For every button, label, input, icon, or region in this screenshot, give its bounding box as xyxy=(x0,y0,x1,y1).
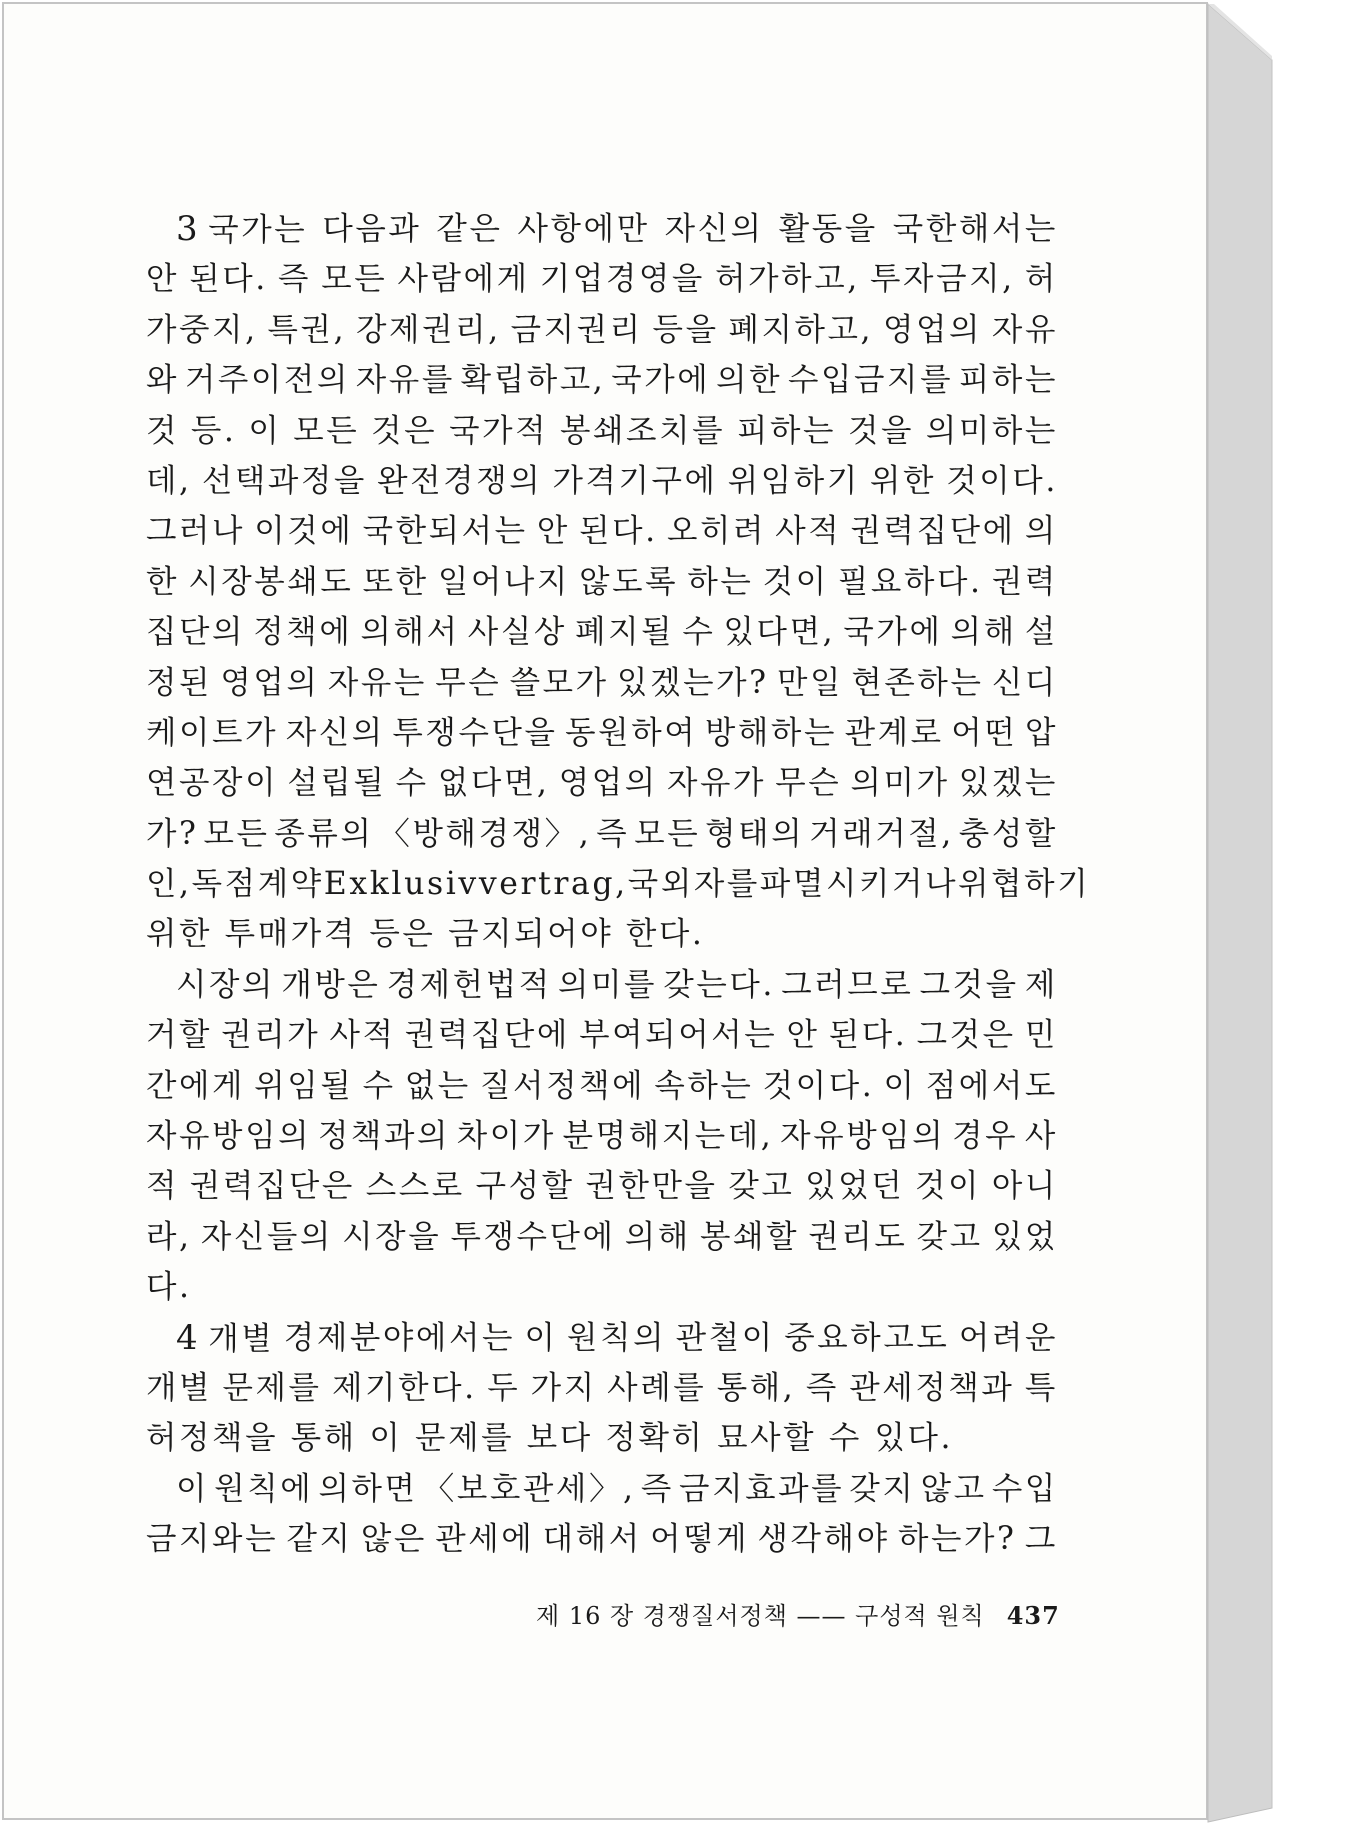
line-word: 영업의 xyxy=(558,765,658,802)
line-word: 자유를 xyxy=(355,362,455,399)
line-word: 투쟁수단에 xyxy=(450,1218,616,1255)
line-word: 사적 xyxy=(329,1017,396,1054)
line-word: 4 개별 xyxy=(176,1317,275,1358)
line-word: 자유방임의 xyxy=(146,1118,312,1155)
text-line xyxy=(146,456,1058,506)
line-word: 간에게 xyxy=(146,1067,246,1104)
line-word: 있겠는 xyxy=(958,765,1058,802)
line-word: 거래거절, xyxy=(809,815,954,852)
line-word: 정된 xyxy=(146,664,213,701)
line-word: 두 xyxy=(487,1369,521,1406)
line-word: 어려운 xyxy=(958,1319,1058,1356)
text-line xyxy=(146,607,1058,657)
line-word: 하는 xyxy=(687,563,754,600)
line-word: 특 xyxy=(1024,1369,1058,1406)
line-word: 사실상 xyxy=(467,614,567,651)
line-word: 투자금지, xyxy=(870,261,1015,298)
line-word: 위한 xyxy=(870,462,937,499)
line-word: 의한 xyxy=(716,362,783,399)
line-word: 폐지하고, xyxy=(728,311,874,348)
line-word: 관철이 xyxy=(675,1319,775,1356)
line-word: 선택과정을 xyxy=(201,462,367,499)
line-word: 사례를 xyxy=(607,1369,707,1406)
line-word: 개별 xyxy=(146,1369,213,1406)
text-line xyxy=(146,658,1058,708)
line-word: 자유가 xyxy=(666,765,767,802)
line-word: 모든 xyxy=(293,412,360,449)
line-word: 사 xyxy=(1024,1118,1058,1155)
line-word: 수입금지를 xyxy=(787,362,954,399)
line-word: 부여되어서는 xyxy=(579,1017,778,1054)
line-word: 한 xyxy=(146,563,180,600)
line-word: 것을 xyxy=(847,412,914,449)
text-line xyxy=(146,1464,1058,1514)
line-word: 제 xyxy=(1024,966,1058,1003)
line-word: 자신들의 xyxy=(200,1218,333,1255)
line-word: 종류의 xyxy=(274,815,374,852)
line-word: 수 xyxy=(682,614,716,651)
text-line xyxy=(146,254,1058,304)
line-word: 위협하기 xyxy=(958,866,1091,903)
text-line xyxy=(146,1061,1058,1111)
line-word: 갖고 xyxy=(728,1168,795,1205)
line-word: 의해 xyxy=(624,1218,691,1255)
text-line xyxy=(146,960,1058,1010)
line-word: 않고 xyxy=(920,1470,987,1507)
line-word: 자신의 xyxy=(664,211,764,247)
line-word: 모든 xyxy=(634,815,701,852)
line-word: 자신의 xyxy=(285,714,385,751)
text-line xyxy=(146,1413,1058,1463)
line-word: 것이 xyxy=(915,1168,982,1205)
line-word: 제기한다. xyxy=(332,1369,477,1406)
line-word: 영업의 xyxy=(883,311,983,348)
line-word: 가중지, xyxy=(146,311,258,348)
line-word: 적 xyxy=(146,1168,180,1205)
line-word: 허 xyxy=(1024,261,1058,298)
line-word: 갖고 xyxy=(916,1218,983,1255)
line-word: 하는가? xyxy=(897,1521,1017,1558)
line-word: 투쟁수단을 xyxy=(392,714,558,751)
line-word: 자유는 xyxy=(327,664,427,701)
line-word: 오히려 xyxy=(666,513,767,550)
line-word: 민 xyxy=(1024,1017,1058,1054)
line-word: 수 xyxy=(395,765,429,802)
line-word: 그것은 xyxy=(916,1017,1016,1054)
line-word: 신디 xyxy=(991,664,1058,701)
line-word: 시장을 xyxy=(342,1218,442,1255)
line-word: 것이다. xyxy=(762,1067,875,1104)
text-line xyxy=(146,909,1058,959)
line-text: 허정책을 통해 이 문제를 보다 정확히 묘사할 수 있다. xyxy=(146,1420,954,1457)
line-word: 없는 xyxy=(404,1067,471,1104)
line-word: 등을 xyxy=(652,311,719,348)
line-word: 즉 xyxy=(640,1470,674,1507)
line-word: 차이가 xyxy=(456,1118,556,1155)
text-line xyxy=(146,1514,1058,1564)
line-word: 원칙에 xyxy=(214,1470,314,1507)
line-word: 생각해야 xyxy=(757,1521,890,1558)
line-word: 국한되서는 xyxy=(362,513,528,550)
line-word: 시장의 xyxy=(176,966,276,1003)
text-line xyxy=(146,355,1058,405)
line-word: 의해서 xyxy=(360,614,460,651)
line-text: 위한 투매가격 등은 금지되어야 한다. xyxy=(146,916,705,953)
line-word: 사람에게 xyxy=(397,261,530,298)
line-word: 피하는 xyxy=(958,362,1058,399)
text-line xyxy=(146,557,1058,607)
line-word: 의 xyxy=(1024,513,1058,550)
line-word: 피하는 xyxy=(737,412,837,449)
line-word: 경우 xyxy=(952,1118,1019,1155)
line-word: 국한해서는 xyxy=(892,211,1058,247)
running-head: 제 16 장 경쟁질서정책 —— 구성적 원칙 xyxy=(536,1602,985,1630)
page-number: 437 xyxy=(1006,1601,1060,1630)
line-word: 금지효과를 xyxy=(679,1470,845,1507)
line-word: 집단의 xyxy=(146,614,246,651)
text-line xyxy=(146,204,1058,254)
line-word: 권력집단은 xyxy=(189,1168,355,1205)
text-line xyxy=(146,708,1058,758)
line-word: 관세에 xyxy=(435,1521,535,1558)
line-word: 무슨 xyxy=(435,664,502,701)
line-word: 가지 xyxy=(530,1369,597,1406)
line-word: 이 xyxy=(883,1067,917,1104)
line-word: 것 xyxy=(146,412,180,449)
line-word: 확립하고, xyxy=(460,362,606,399)
line-word: 위임될 xyxy=(254,1067,354,1104)
line-word: 금지와는 xyxy=(146,1521,279,1558)
line-word: 구성할 xyxy=(475,1168,575,1205)
line-word: 강제권리, xyxy=(356,311,501,348)
line-word: 안 xyxy=(536,513,570,550)
line-word: 갖는다. xyxy=(663,966,776,1003)
line-word: 설 xyxy=(1024,614,1058,651)
line-word: 의해 xyxy=(950,614,1017,651)
text-line xyxy=(146,1010,1058,1060)
line-word: 모든 xyxy=(321,261,388,298)
line-word: 그러나 xyxy=(146,513,246,550)
line-word: 방해하는 xyxy=(704,714,837,751)
line-word: 있었 xyxy=(991,1218,1058,1255)
line-word: 아니 xyxy=(991,1168,1058,1205)
line-word: 된다. xyxy=(579,513,658,550)
line-word: 의미가 xyxy=(850,765,950,802)
line-word: 권한만을 xyxy=(585,1168,718,1205)
line-word: 금지권리 xyxy=(510,311,643,348)
line-word: 있겠는가? xyxy=(617,664,769,701)
line-word: 국가에 xyxy=(843,614,943,651)
line-word: 시장봉쇄도 xyxy=(188,563,354,600)
line-word: 된다. xyxy=(828,1017,908,1054)
line-word: 수 xyxy=(362,1067,396,1104)
line-word: 압 xyxy=(1024,714,1058,751)
line-word: 연공장이 xyxy=(146,765,279,802)
line-word: 권력 xyxy=(991,563,1058,600)
line-word: 독점계약 xyxy=(191,866,324,903)
line-word: 사항에만 xyxy=(517,211,650,247)
line-word: 무슨 xyxy=(775,765,842,802)
line-word: 권리도 xyxy=(808,1218,908,1255)
line-word: 의미하는 xyxy=(925,412,1058,449)
line-word: 폐지될 xyxy=(575,614,675,651)
line-word: 자유 xyxy=(991,311,1058,348)
line-text: 다. xyxy=(146,1269,192,1306)
line-word: 사적 xyxy=(775,513,842,550)
line-word: 봉쇄조치를 xyxy=(560,412,726,449)
text-line xyxy=(146,859,1091,909)
line-word: 또한 xyxy=(362,563,429,600)
line-word: 〈보호관세〉, xyxy=(422,1470,636,1507)
line-word: 거주이전의 xyxy=(184,362,350,399)
line-word: 갖지 xyxy=(849,1470,916,1507)
line-word: 어떤 xyxy=(951,714,1018,751)
line-word: 특권, xyxy=(267,311,347,348)
line-word: 국가에 xyxy=(611,362,711,399)
text-line xyxy=(146,809,1058,859)
line-word: 않은 xyxy=(360,1521,427,1558)
line-word: 〈방해경쟁〉, xyxy=(378,815,592,852)
line-word: 스스로 xyxy=(365,1168,465,1205)
line-word: 즉 xyxy=(278,261,312,298)
line-word: 자유방임의 xyxy=(780,1118,946,1155)
line-word: 등. xyxy=(190,412,237,449)
line-word: 가격기구에 xyxy=(552,462,718,499)
line-word: 어떻게 xyxy=(650,1521,750,1558)
line-word: 않도록 xyxy=(579,563,679,600)
line-word: 3 국가는 xyxy=(176,209,308,249)
line-word: 경제헌법적 xyxy=(386,966,552,1003)
line-word: 동원하여 xyxy=(565,714,698,751)
line-word: 데, xyxy=(146,462,192,499)
line-word: 수입 xyxy=(991,1470,1058,1507)
text-line xyxy=(146,1262,1058,1312)
line-word: 위임하기 xyxy=(727,462,860,499)
line-word: Exklusivvertrag, xyxy=(323,866,628,903)
line-word: 충성할 xyxy=(958,815,1058,852)
text-line xyxy=(146,758,1058,808)
line-word: 봉쇄할 xyxy=(700,1218,800,1255)
section-number: 4 xyxy=(176,1317,201,1358)
line-word: 통해, xyxy=(716,1369,796,1406)
line-word: 의미를 xyxy=(558,966,658,1003)
line-word: 영업의 xyxy=(220,664,320,701)
line-word: 국가적 xyxy=(449,412,549,449)
line-word: 권력집단에 xyxy=(850,513,1016,550)
line-word: 설립될 xyxy=(287,765,387,802)
line-word: 관계로 xyxy=(844,714,944,751)
text-line xyxy=(146,1363,1058,1413)
line-word: 와 xyxy=(146,362,180,399)
line-word: 같지 xyxy=(286,1521,353,1558)
text-line xyxy=(146,305,1058,355)
line-word: 정책과의 xyxy=(317,1118,451,1155)
line-word: 그러므로 xyxy=(781,966,914,1003)
line-word: 점에서도 xyxy=(925,1067,1058,1104)
line-word: 그 xyxy=(1024,1521,1058,1558)
line-word: 속하는 xyxy=(654,1067,754,1104)
line-word: 안 xyxy=(786,1017,820,1054)
line-word: 라, xyxy=(146,1218,192,1255)
line-word: 이 xyxy=(248,412,282,449)
line-word: 중요하고도 xyxy=(784,1319,950,1356)
line-word: 다음과 xyxy=(322,211,422,247)
line-word: 완전경쟁의 xyxy=(377,462,543,499)
line-word: 이 xyxy=(176,1470,210,1507)
line-word: 의하면 xyxy=(318,1470,418,1507)
line-word: 질서정책에 xyxy=(480,1067,646,1104)
line-word: 기업경영을 xyxy=(539,261,705,298)
line-word: 즉 xyxy=(805,1369,839,1406)
line-word: 있다면, xyxy=(723,614,836,651)
line-word: 형태의 xyxy=(705,815,805,852)
line-word: 필요하다. xyxy=(837,563,983,600)
text-line xyxy=(146,1212,1058,1262)
line-word: 없다면, xyxy=(437,765,550,802)
line-word: 권리가 xyxy=(221,1017,321,1054)
line-word: 원칙의 xyxy=(567,1319,667,1356)
line-word: 정책에 xyxy=(253,614,353,651)
page-footer xyxy=(536,1596,1060,1631)
line-word: 허가하고, xyxy=(715,261,860,298)
line-word: 인, xyxy=(146,866,192,903)
line-word: 즉 xyxy=(596,815,630,852)
line-word: 거할 xyxy=(146,1017,213,1054)
text-line xyxy=(146,1111,1058,1161)
line-word: 것이다. xyxy=(946,462,1058,499)
line-word: 그것을 xyxy=(919,966,1019,1003)
line-word: 분명해지는데, xyxy=(562,1118,774,1155)
line-word: 개방은 xyxy=(281,966,381,1003)
line-word: 케이트가 xyxy=(146,714,279,751)
line-word: 활동을 xyxy=(778,211,878,247)
line-word: 국외자를 xyxy=(627,866,760,903)
line-word: 가? xyxy=(146,815,199,852)
text-line xyxy=(146,406,1058,456)
body-text xyxy=(146,204,1091,1565)
line-word: 대해서 xyxy=(542,1521,642,1558)
line-word: 관세정책과 xyxy=(849,1369,1015,1406)
line-word: 것이 xyxy=(762,563,829,600)
section-number: 3 xyxy=(176,209,201,249)
line-word: 이것에 xyxy=(254,513,354,550)
text-line xyxy=(146,1313,1058,1363)
line-word: 같은 xyxy=(436,211,503,247)
line-word: 권력집단에 xyxy=(404,1017,570,1054)
line-word: 것은 xyxy=(371,412,438,449)
line-word: 경제분야에서는 xyxy=(283,1319,516,1356)
text-line xyxy=(146,506,1058,556)
line-word: 현존하는 xyxy=(851,664,984,701)
line-word: 문제를 xyxy=(222,1369,322,1406)
line-word: 된다. xyxy=(189,261,268,298)
line-word: 안 xyxy=(146,261,180,298)
line-word: 있었던 xyxy=(805,1168,905,1205)
line-word: 파멸시키거나 xyxy=(759,866,959,903)
line-word: 만일 xyxy=(776,664,844,701)
line-word: 모든 xyxy=(203,815,270,852)
line-word: 일어나지 xyxy=(437,563,570,600)
line-word: 쓸모가 xyxy=(509,664,609,701)
line-word: 이 xyxy=(524,1319,558,1356)
text-line xyxy=(146,1161,1058,1211)
